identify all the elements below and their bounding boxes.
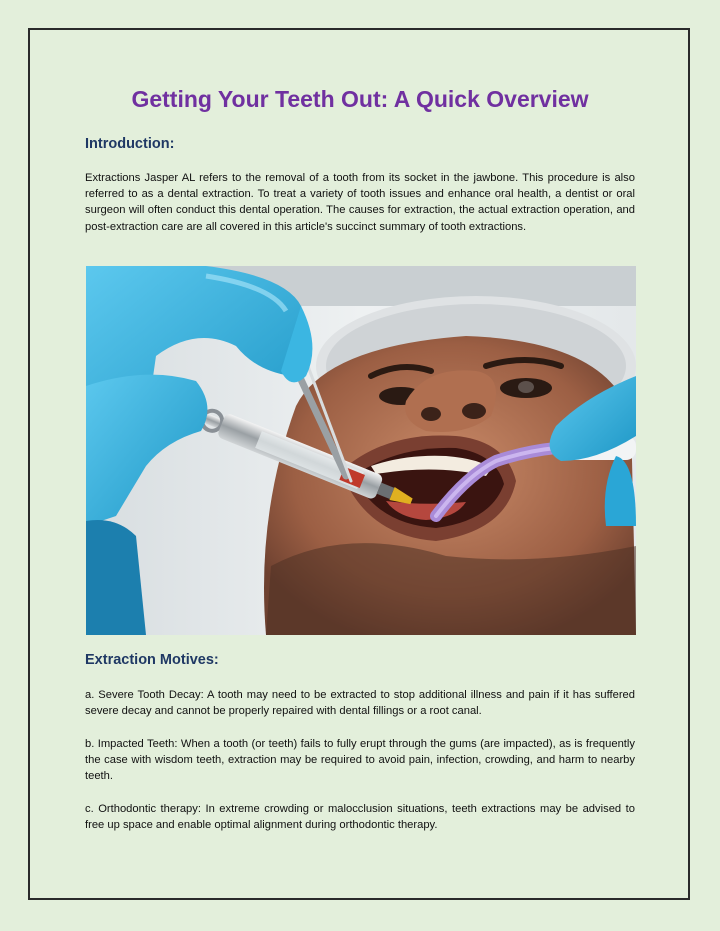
- motive-item-orthodontic: c. Orthodontic therapy: In extreme crowding or malocclusion situations, teeth extractions may be advised to free up space and enable optimal alignment during orthodontic therapy.: [85, 803, 635, 832]
- motives-heading: Extraction Motives:: [85, 652, 219, 668]
- document-title: Getting Your Teeth Out: A Quick Overview: [131, 86, 589, 112]
- motive-item-impacted: b. Impacted Teeth: When a tooth (or teeth) fails to fully erupt through the gums (are impacted), as is frequently the case with wisdom teeth, extraction may be required to avoid pain, infection, crowding, and harm to nearby teeth.: [85, 738, 635, 783]
- introduction-paragraph: Extractions Jasper AL refers to the removal of a tooth from its socket in the jawbone. This procedure is also referred to as a dental extraction. To treat a variety of tooth issues and enhance oral health, a dentist or oral surgeon will often conduct this dental operation. The causes for extraction, the actual extraction operation, and post-extraction care are all covered in this article's succinct summary of tooth extractions.: [85, 172, 635, 233]
- dental-extraction-photo: [86, 266, 636, 635]
- introduction-heading: Introduction:: [85, 136, 175, 152]
- motive-item-decay: a. Severe Tooth Decay: A tooth may need to be extracted to stop additional illness and pain if it has suffered severe decay and cannot be properly repaired with dental fillings or a root canal.: [85, 689, 635, 718]
